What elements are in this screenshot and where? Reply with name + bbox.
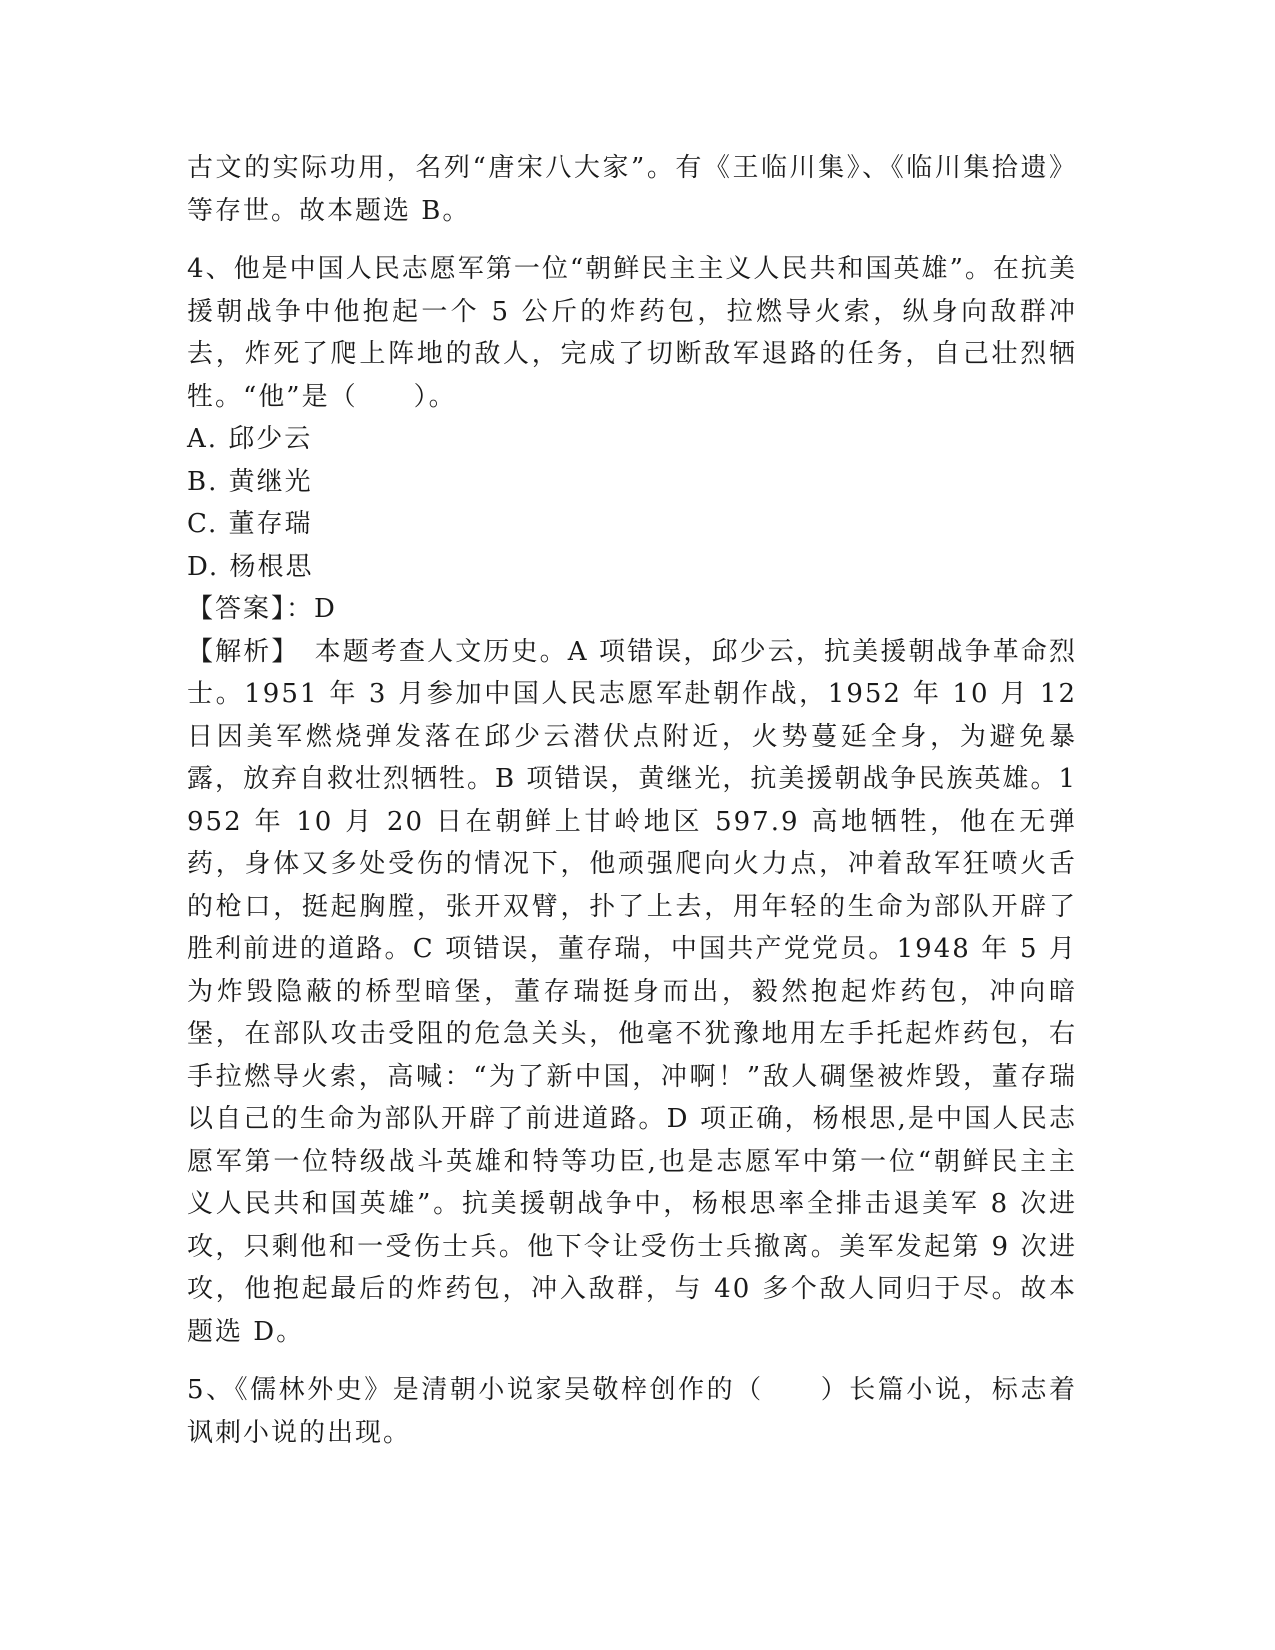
question-4-stem: 4、他是中国人民志愿军第一位“朝鲜民主主义人民共和国英雄”。在抗美援朝战争中他抱起一个 5 公斤的炸药包，拉燃导火索，纵身向敌群冲去，炸死了爬上阵地的敌人，完成了切断敌军退路的任务，自己壮烈牺牲。“他”是（ ）。 (187, 254, 1077, 412)
option-c: C. 董存瑞 (187, 509, 313, 539)
question-4 (187, 248, 1077, 1353)
question-5 (187, 1369, 1077, 1454)
analysis-paragraph (187, 631, 1077, 1354)
document-page (187, 147, 1077, 1454)
option-a: A. 邱少云 (187, 424, 313, 454)
question-5-stem: 5、《儒林外史》是清朝小说家吴敬梓创作的（ ）长篇小说，标志着讽刺小说的出现。 (187, 1375, 1077, 1448)
analysis-label: 【解析】 (187, 636, 287, 667)
answer-line (187, 588, 1077, 631)
answer-label: 【答案】： (187, 594, 315, 624)
option-b: B. 黄继光 (187, 466, 313, 497)
previous-answer-continuation: 古文的实际功用，名列“唐宋八大家”。有《王临川集》、《临川集拾遗》等存世。故本题选 B。 (187, 153, 1077, 226)
option-d: D. 杨根思 (187, 551, 314, 582)
answer-value: D (314, 594, 337, 624)
analysis-text: 本题考查人文历史。A 项错误，邱少云，抗美援朝战争革命烈士。1951 年 3 月参加中国人民志愿军赴朝作战，1952 年 10 月 12 日因美军燃烧弹发落在邱少云潜伏点附近，火势蔓延全身，为避免暴露，放弃自救壮烈牺牲。B 项错误，黄继光，抗美援朝战争民族英雄。1952 年 10 月 20 日在朝鲜上甘岭地区 597.9 高地牺牲，他在无弹药，身体又多处受伤的情况下，他顽强爬向火力点，冲着敌军狂喷火舌的枪口，挺起胸膛，张开双臂，扑了上去，用年轻的生命为部队开辟了胜利前进的道路。C 项错误，董存瑞，中国共产党党员。1948 年 5 月为炸毁隐蔽的桥型暗堡，董存瑞挺身而出，毅然抱起炸药包，冲向暗堡，在部队攻击受阻的危急关头，他毫不犹豫地用左手托起炸药包，右手拉燃导火索，高喊：“为了新中国，冲啊！”敌人碉堡被炸毁，董存瑞以自己的生命为部队开辟了前进道路。D 项正确，杨根思,是中国人民志愿军第一位特级战斗英雄和特等功臣,也是志愿军中第一位“朝鲜民主主义人民共和国英雄”。抗美援朝战争中，杨根思率全排击退美军 8 次进攻，只剩他和一受伤士兵。他下令让受伤士兵撤离。美军发起第 9 次进攻，他抱起最后的炸药包，冲入敌群，与 40 多个敌人同归于尽。故本题选 D。 (187, 636, 1077, 1347)
